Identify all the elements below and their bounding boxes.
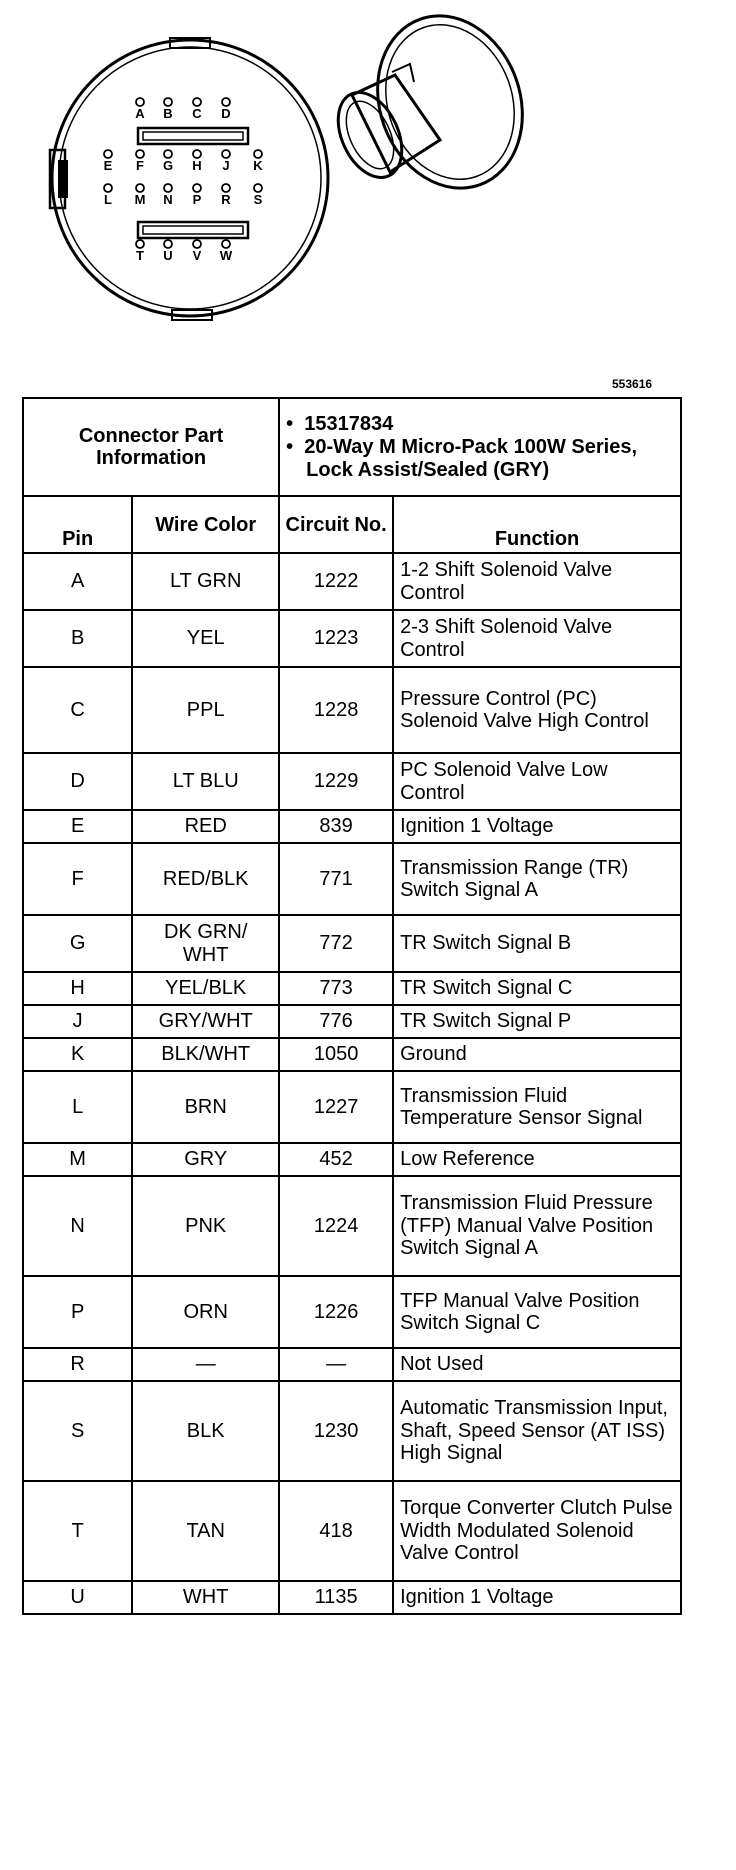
pin-label: V [192, 248, 202, 263]
function-cell: TR Switch Signal P [393, 1005, 681, 1038]
pin-cell: N [23, 1176, 132, 1276]
wire-color-cell: LT BLU [132, 753, 279, 810]
pin-cell: T [23, 1481, 132, 1581]
circuit-cell: 1223 [279, 610, 393, 667]
function-cell: Ignition 1 Voltage [393, 810, 681, 843]
pin-cell: G [23, 915, 132, 972]
pin-hole [193, 240, 201, 248]
pin-cell: L [23, 1071, 132, 1143]
table-row [23, 1038, 681, 1071]
function-cell: Transmission Fluid Pressure (TFP) Manual Valve Position Switch Signal A [393, 1176, 681, 1276]
pin-cell: C [23, 667, 132, 753]
table-row [23, 1143, 681, 1176]
circuit-cell: 1226 [279, 1276, 393, 1348]
circuit-cell: — [279, 1348, 393, 1381]
circuit-cell: 1135 [279, 1581, 393, 1614]
connector-face [50, 38, 328, 320]
connector-diagram [0, 0, 736, 375]
connector-info-row [23, 398, 681, 496]
pin-label: D [221, 106, 231, 121]
pin-label: G [162, 158, 174, 173]
table-row [23, 667, 681, 753]
function-cell: TR Switch Signal C [393, 972, 681, 1005]
pin-label: P [192, 192, 202, 207]
circuit-cell: 839 [279, 810, 393, 843]
function-cell: Low Reference [393, 1143, 681, 1176]
pin-label: B [163, 106, 173, 121]
wire-color-cell: YEL/BLK [132, 972, 279, 1005]
pin-cell: D [23, 753, 132, 810]
circuit-cell: 1227 [279, 1071, 393, 1143]
circuit-cell: 772 [279, 915, 393, 972]
table-row [23, 1348, 681, 1381]
wire-color-cell: BLK [132, 1381, 279, 1481]
pin-hole [222, 150, 230, 158]
circuit-cell: 776 [279, 1005, 393, 1038]
pin-label: H [192, 158, 202, 173]
pin-hole [164, 98, 172, 106]
table-row [23, 1481, 681, 1581]
table-row [23, 553, 681, 610]
pin-cell: K [23, 1038, 132, 1071]
wire-color-cell: ORN [132, 1276, 279, 1348]
pin-hole [222, 98, 230, 106]
pin-label: N [163, 192, 173, 207]
function-cell: Ground [393, 1038, 681, 1071]
function-cell: Not Used [393, 1348, 681, 1381]
pin-label: R [221, 192, 231, 207]
connector-3d-view [326, 0, 546, 209]
pin-label: C [192, 106, 202, 121]
pin-label: F [136, 158, 144, 173]
function-cell: Transmission Range (TR) Switch Signal A [393, 843, 681, 915]
wire-color-cell: BLK/WHT [132, 1038, 279, 1071]
pin-hole [193, 98, 201, 106]
circuit-cell: 418 [279, 1481, 393, 1581]
circuit-cell: 773 [279, 972, 393, 1005]
part-description: • 20-Way M Micro-Pack 100W Series, Lock Assist/Sealed (GRY) [286, 435, 637, 481]
pin-label: L [104, 192, 112, 207]
table-row [23, 610, 681, 667]
pin-hole [136, 184, 144, 192]
table-row [23, 843, 681, 915]
wire-color-cell: LT GRN [132, 553, 279, 610]
wire-color-cell: GRY/WHT [132, 1005, 279, 1038]
table-row [23, 753, 681, 810]
table-row [23, 810, 681, 843]
circuit-cell: 1229 [279, 753, 393, 810]
pin-hole [164, 184, 172, 192]
table-body [23, 553, 681, 1614]
pin-label: W [219, 248, 233, 263]
connector-info-label: Connector Part Information [23, 398, 279, 496]
wire-color-cell: PPL [132, 667, 279, 753]
wire-color-cell: DK GRN/ WHT [132, 915, 279, 972]
column-header-row [23, 496, 681, 553]
function-cell: Transmission Fluid Temperature Sensor Signal [393, 1071, 681, 1143]
pin-cell: E [23, 810, 132, 843]
pin-hole [104, 184, 112, 192]
wire-color-cell: TAN [132, 1481, 279, 1581]
pin-cell: B [23, 610, 132, 667]
pin-cell: U [23, 1581, 132, 1614]
connector-table [22, 397, 682, 1615]
wire-color-cell: RED [132, 810, 279, 843]
pin-cell: S [23, 1381, 132, 1481]
circuit-cell: 1228 [279, 667, 393, 753]
col-header-pin: Pin [23, 496, 132, 553]
pin-hole [254, 184, 262, 192]
table-row [23, 1071, 681, 1143]
pin-label: A [135, 106, 145, 121]
pin-hole [193, 150, 201, 158]
function-cell: 2-3 Shift Solenoid Valve Control [393, 610, 681, 667]
pin-hole [222, 240, 230, 248]
pin-label: K [253, 158, 263, 173]
pin-hole [164, 150, 172, 158]
pin-cell: A [23, 553, 132, 610]
function-cell: Automatic Transmission Input, Shaft, Speed Sensor (AT ISS) High Signal [393, 1381, 681, 1481]
pin-label: T [136, 248, 144, 263]
function-cell: TR Switch Signal B [393, 915, 681, 972]
circuit-cell: 1050 [279, 1038, 393, 1071]
pin-label: S [253, 192, 263, 207]
pin-label: J [222, 158, 230, 173]
wire-color-cell: RED/BLK [132, 843, 279, 915]
pin-label: U [163, 248, 173, 263]
circuit-cell: 452 [279, 1143, 393, 1176]
function-cell: TFP Manual Valve Position Switch Signal C [393, 1276, 681, 1348]
pin-hole [254, 150, 262, 158]
table-row [23, 1176, 681, 1276]
pin-label: M [134, 192, 146, 207]
function-cell: 1-2 Shift Solenoid Valve Control [393, 553, 681, 610]
circuit-cell: 1222 [279, 553, 393, 610]
pin-hole [136, 150, 144, 158]
function-cell: Ignition 1 Voltage [393, 1581, 681, 1614]
circuit-cell: 1230 [279, 1381, 393, 1481]
wire-color-cell: — [132, 1348, 279, 1381]
col-header-wire-color: Wire Color [132, 496, 279, 553]
circuit-cell: 771 [279, 843, 393, 915]
pin-cell: J [23, 1005, 132, 1038]
pin-cell: P [23, 1276, 132, 1348]
connector-info-details [279, 398, 681, 496]
table-row [23, 1005, 681, 1038]
pin-hole [164, 240, 172, 248]
wire-color-cell: WHT [132, 1581, 279, 1614]
function-cell: Torque Converter Clutch Pulse Width Modulated Solenoid Valve Control [393, 1481, 681, 1581]
wire-color-cell: YEL [132, 610, 279, 667]
table-row [23, 1276, 681, 1348]
table-row [23, 1381, 681, 1481]
pin-hole [222, 184, 230, 192]
wire-color-cell: GRY [132, 1143, 279, 1176]
col-header-function: Function [393, 496, 681, 553]
function-cell: Pressure Control (PC) Solenoid Valve High Control [393, 667, 681, 753]
table-row [23, 1581, 681, 1614]
pin-cell: R [23, 1348, 132, 1381]
pin-hole [136, 98, 144, 106]
figure-id: 553616 [612, 377, 653, 391]
circuit-cell: 1224 [279, 1176, 393, 1276]
pin-label: E [103, 158, 113, 173]
part-number: • 15317834 [286, 412, 394, 435]
pin-cell: H [23, 972, 132, 1005]
function-cell: PC Solenoid Valve Low Control [393, 753, 681, 810]
pin-hole [136, 240, 144, 248]
wire-color-cell: BRN [132, 1071, 279, 1143]
wire-color-cell: PNK [132, 1176, 279, 1276]
pin-hole [104, 150, 112, 158]
pin-cell: M [23, 1143, 132, 1176]
table-row [23, 972, 681, 1005]
table-row [23, 915, 681, 972]
pin-cell: F [23, 843, 132, 915]
pin-hole [193, 184, 201, 192]
col-header-circuit-no: Circuit No. [279, 496, 393, 553]
